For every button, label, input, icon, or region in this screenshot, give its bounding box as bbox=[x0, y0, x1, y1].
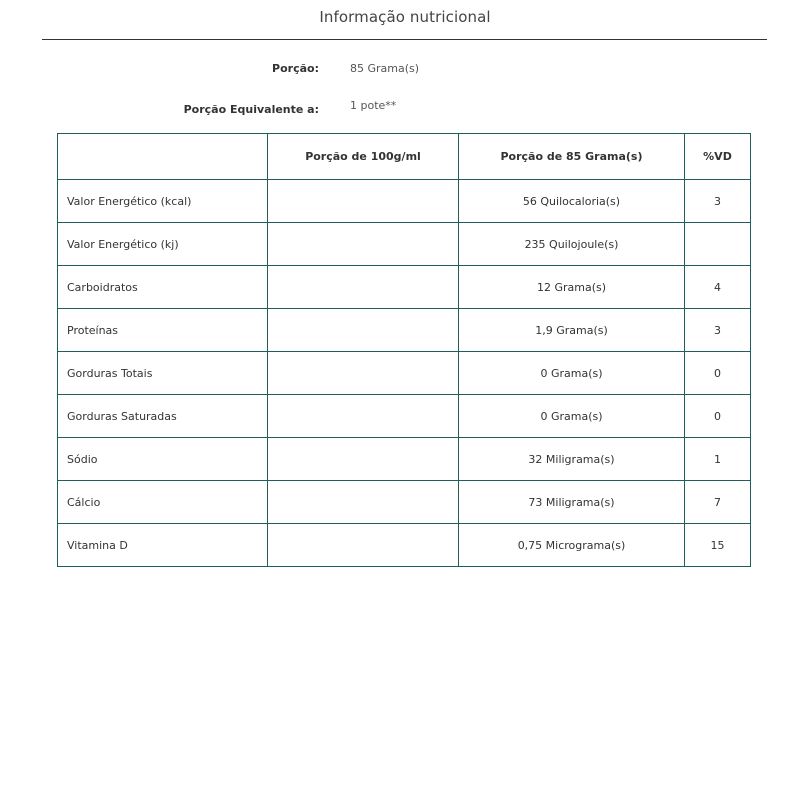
daily-value: 0 bbox=[685, 352, 751, 395]
title-divider bbox=[42, 39, 767, 40]
per-100g-value bbox=[268, 223, 459, 266]
per-portion-value: 56 Quilocaloria(s) bbox=[459, 180, 685, 223]
header-nutrient bbox=[58, 134, 268, 180]
table-row bbox=[58, 180, 751, 223]
per-portion-value: 235 Quilojoule(s) bbox=[459, 223, 685, 266]
daily-value: 15 bbox=[685, 524, 751, 567]
per-100g-value bbox=[268, 438, 459, 481]
per-portion-value: 0 Grama(s) bbox=[459, 352, 685, 395]
header-per-100g: Porção de 100g/ml bbox=[268, 134, 459, 180]
nutrient-name: Gorduras Saturadas bbox=[58, 395, 268, 438]
portion-value: 85 Grama(s) bbox=[350, 62, 420, 75]
per-100g-value bbox=[268, 180, 459, 223]
nutrient-name: Valor Energético (kcal) bbox=[58, 180, 268, 223]
table-header-row bbox=[58, 134, 751, 180]
daily-value: 3 bbox=[685, 309, 751, 352]
daily-value: 3 bbox=[685, 180, 751, 223]
daily-value: 4 bbox=[685, 266, 751, 309]
table-row bbox=[58, 481, 751, 524]
table-row bbox=[58, 223, 751, 266]
table-row bbox=[58, 266, 751, 309]
per-100g-value bbox=[268, 524, 459, 567]
per-100g-value bbox=[268, 352, 459, 395]
per-portion-value: 73 Miligrama(s) bbox=[459, 481, 685, 524]
daily-value bbox=[685, 223, 751, 266]
portion-equivalent-label: Porção Equivalente a: bbox=[183, 103, 319, 116]
nutrient-name: Cálcio bbox=[58, 481, 268, 524]
per-portion-value: 12 Grama(s) bbox=[459, 266, 685, 309]
page-title: Informação nutricional bbox=[319, 8, 491, 26]
nutrition-table bbox=[57, 133, 751, 567]
table-row bbox=[58, 352, 751, 395]
table-row bbox=[58, 309, 751, 352]
per-100g-value bbox=[268, 309, 459, 352]
nutrient-name: Sódio bbox=[58, 438, 268, 481]
per-portion-value: 32 Miligrama(s) bbox=[459, 438, 685, 481]
daily-value: 0 bbox=[685, 395, 751, 438]
nutrient-name: Gorduras Totais bbox=[58, 352, 268, 395]
per-100g-value bbox=[268, 481, 459, 524]
header-per-portion: Porção de 85 Grama(s) bbox=[459, 134, 685, 180]
table-row bbox=[58, 524, 751, 567]
per-portion-value: 0 Grama(s) bbox=[459, 395, 685, 438]
portion-label: Porção: bbox=[272, 62, 319, 75]
header-daily-value: %VD bbox=[685, 134, 751, 180]
table-row bbox=[58, 395, 751, 438]
per-100g-value bbox=[268, 266, 459, 309]
per-portion-value: 1,9 Grama(s) bbox=[459, 309, 685, 352]
daily-value: 7 bbox=[685, 481, 751, 524]
nutrient-name: Proteínas bbox=[58, 309, 268, 352]
per-100g-value bbox=[268, 395, 459, 438]
per-portion-value: 0,75 Micrograma(s) bbox=[459, 524, 685, 567]
nutrient-name: Vitamina D bbox=[58, 524, 268, 567]
portion-equivalent-value: 1 pote** bbox=[350, 99, 397, 112]
nutrient-name: Carboidratos bbox=[58, 266, 268, 309]
daily-value: 1 bbox=[685, 438, 751, 481]
table-row bbox=[58, 438, 751, 481]
nutrient-name: Valor Energético (kj) bbox=[58, 223, 268, 266]
